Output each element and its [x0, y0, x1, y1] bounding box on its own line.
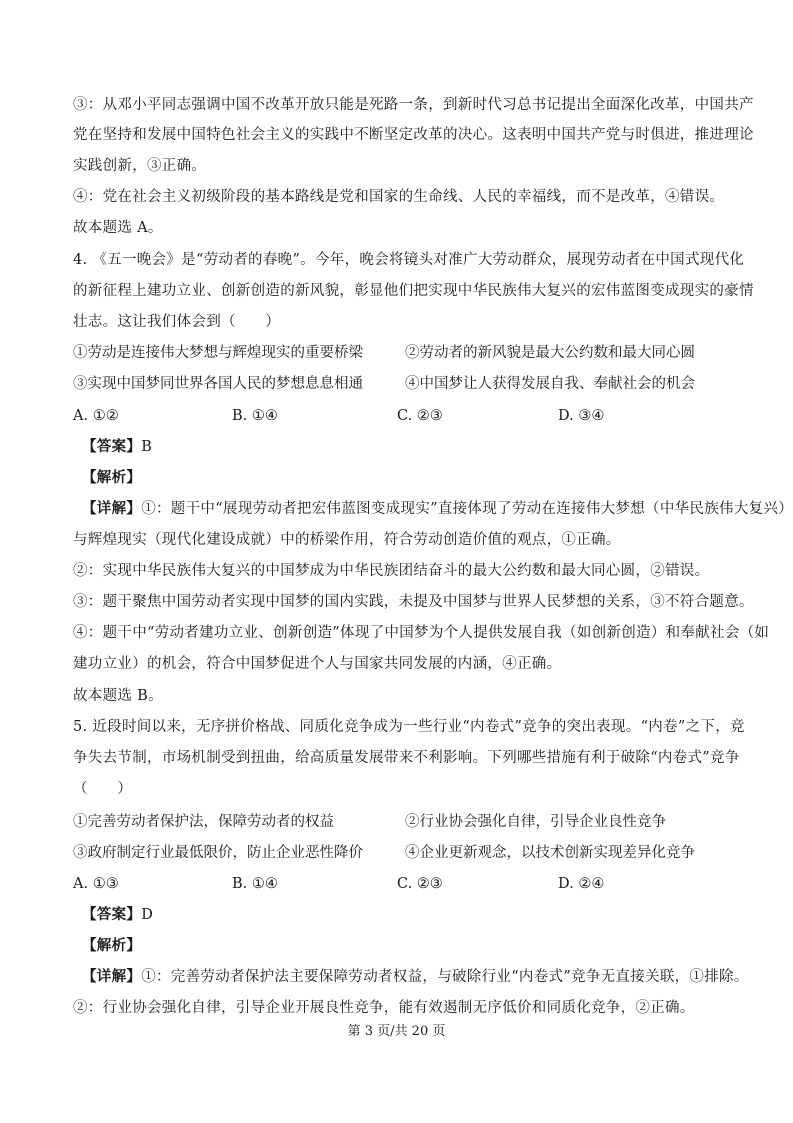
conclusion-line: 故本题选 B。 [73, 688, 163, 704]
question-5-stem: （ ） [73, 781, 133, 797]
answer-tag: 【答案】 [82, 906, 142, 923]
q4-choice-a: A. ①② [73, 408, 119, 424]
q5-statement-1: ①完善劳动者保护法，保障劳动者的权益 [73, 814, 334, 830]
detail-tag: 【详解】 [82, 500, 142, 517]
q4-detail-line [82, 499, 793, 519]
q5-statement-4: ④企业更新观念，以技术创新实现差异化竞争 [405, 845, 695, 861]
analysis-tag: 【解析】 [82, 937, 142, 954]
q3-analysis-line: 党在坚持和发展中国特色社会主义的实践中不断坚定改革的决心。这表明中国共产党与时俱进，推进理论 [73, 127, 754, 143]
q4-detail-line: 建功立业）的机会，符合中国梦促进个人与国家共同发展的内涵，④正确。 [73, 656, 562, 672]
answer-tag: 【答案】 [82, 438, 142, 455]
question-5-stem: 争失去节制，市场机制受到扭曲，给高质量发展带来不利影响。下列哪些措施有利于破除“内卷式”竞争 [73, 750, 740, 766]
q4-statement-2: ②劳动者的新风貌是最大公约数和最大同心圆 [405, 345, 695, 361]
q4-analysis-tag [82, 468, 141, 488]
q5-analysis-tag [82, 936, 141, 956]
analysis-tag: 【解析】 [82, 469, 142, 486]
q4-statement-1: ①劳动是连接伟大梦想与辉煌现实的重要桥梁 [73, 345, 363, 361]
q5-choice-c: C. ②③ [397, 876, 443, 892]
q4-choice-c: C. ②③ [397, 408, 443, 424]
question-4-stem: 的新征程上建功立业、创新创造的新风貌，彰显他们把实现中华民族伟大复兴的宏伟蓝图变成现实的豪情 [73, 283, 754, 299]
answer-value: B [141, 439, 153, 455]
q5-choice-b: B. ①④ [232, 876, 278, 892]
q3-analysis-line: ③：从邓小平同志强调中国不改革开放只能是死路一条，到新时代习总书记提出全面深化改革，中国共产 [73, 97, 754, 113]
q4-choice-d: D. ③④ [558, 408, 605, 424]
question-4-stem: 4. 《五一晚会》是“劳动者的春晚”。今年，晚会将镜头对准广大劳动群众，展现劳动者在中国式现代化 [73, 252, 745, 268]
q5-choice-a: A. ①③ [73, 876, 119, 892]
q5-statement-2: ②行业协会强化自律，引导企业良性竞争 [405, 814, 666, 830]
q4-detail-line: ②：实现中华民族伟大复兴的中国梦成为中华民族团结奋斗的最大公约数和最大同心圆，②错误。 [73, 563, 710, 579]
q4-detail-line: ③：题干聚焦中国劳动者实现中国梦的国内实践，未提及中国梦与世界人民梦想的关系，③不符合题意。 [73, 594, 754, 610]
q4-detail-line: ④：题干中“劳动者建功立业、创新创造”体现了中国梦为个人提供发展自我（如创新创造）和奉献社会（如 [73, 625, 770, 641]
q5-answer-line [82, 905, 153, 925]
conclusion-line: 故本题选 A。 [73, 220, 163, 236]
q5-detail-line [82, 967, 749, 987]
q4-answer-line [82, 437, 152, 457]
q5-detail-line: ②：行业协会强化自律，引导企业开展良性竞争，能有效遏制无序低价和同质化竞争，②正确。 [73, 1000, 695, 1016]
q4-option-analysis: ④：党在社会主义初级阶段的基本路线是党和国家的生命线、人民的幸福线，而不是改革，④错误。 [73, 189, 725, 205]
detail-text: ①：题干中“展现劳动者把宏伟蓝图变成现实”直接体现了劳动在连接伟大梦想（中华民族伟大复兴） [141, 501, 793, 517]
q4-statement-3: ③实现中国梦同世界各国人民的梦想息息相通 [73, 376, 363, 392]
q5-choice-d: D. ②④ [558, 876, 605, 892]
q4-choice-b: B. ①④ [232, 408, 278, 424]
q5-statement-3: ③政府制定行业最低限价，防止企业恶性降价 [73, 845, 363, 861]
detail-tag: 【详解】 [82, 968, 142, 985]
detail-text: ①：完善劳动者保护法主要保障劳动者权益，与破除行业“内卷式”竞争无直接关联，①排除。 [141, 969, 749, 985]
answer-value: D [141, 907, 154, 923]
question-4-stem: 壮志。这让我们体会到（ ） [73, 314, 281, 330]
question-5-stem: 5. 近段时间以来，无序拼价格战、同质化竞争成为一些行业“内卷式”竞争的突出表现。“内卷”之下，竞 [73, 719, 745, 735]
q4-statement-4: ④中国梦让人获得发展自我、奉献社会的机会 [405, 376, 695, 392]
q3-analysis-line: 实践创新，③正确。 [73, 158, 207, 174]
q4-detail-line: 与辉煌现实（现代化建设成就）中的桥梁作用，符合劳动创造价值的观点，①正确。 [73, 532, 621, 548]
page-footer: 第 3 页/共 20 页 [347, 1024, 446, 1039]
